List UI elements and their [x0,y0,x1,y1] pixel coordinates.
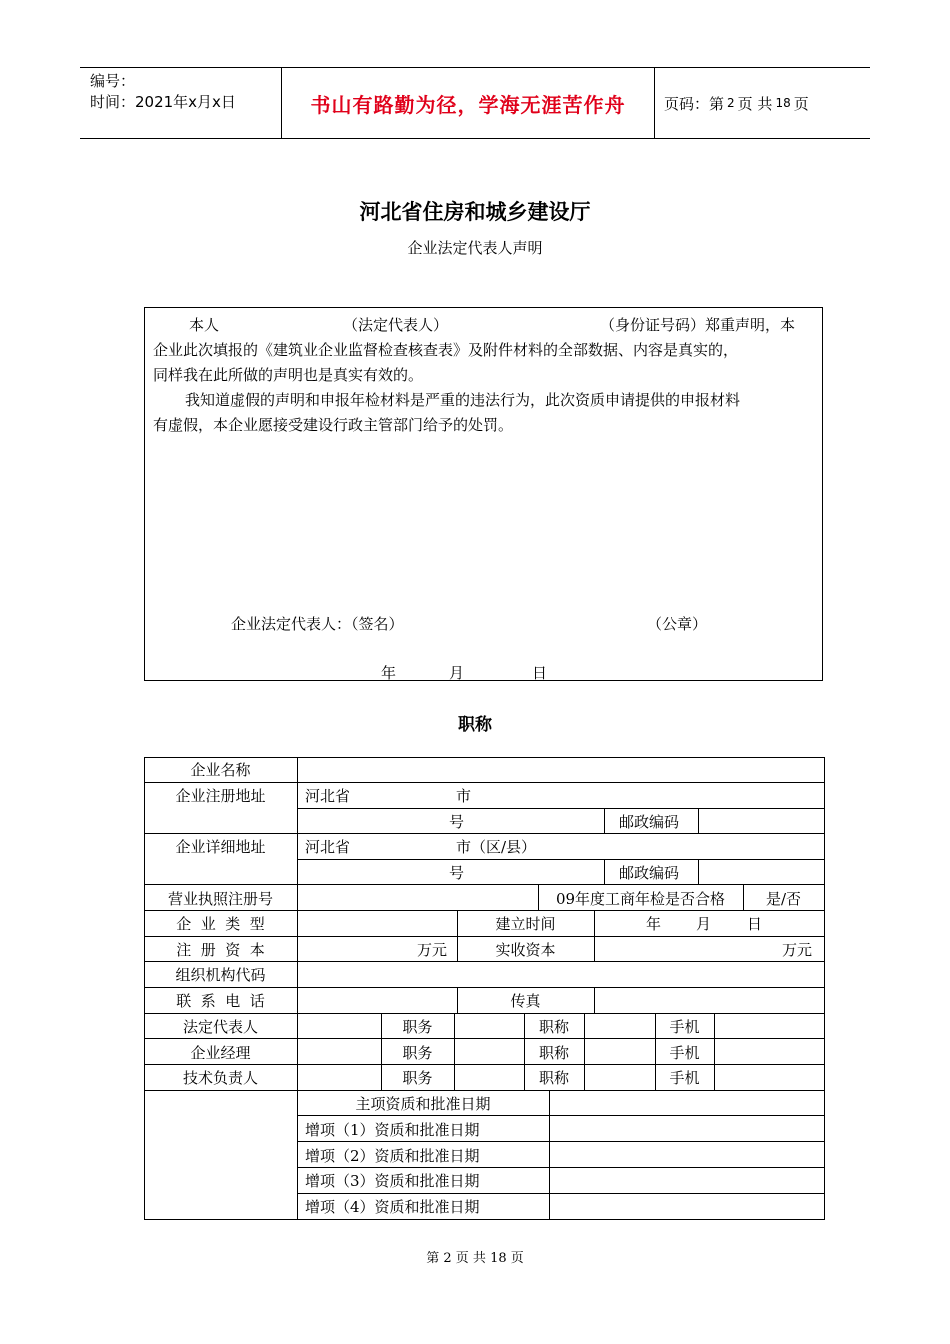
document-header [80,67,870,139]
company-info-table [144,757,825,1220]
manager-title: 职称 [538,1044,569,1062]
label-company-name: 企业名称 [190,761,251,779]
footer-prefix: 第 [426,1251,440,1266]
label-legal-rep: 法定代表人 [182,1018,258,1036]
detail-province: 河北省 [305,838,351,856]
footer-total: 18 [490,1251,507,1266]
page-footer [0,1247,950,1266]
reg-city: 市 [456,787,472,805]
legal-rep-position: 职务 [402,1018,433,1036]
decl-line1-b: （法定代表人） [343,316,449,334]
label-manager: 企业经理 [190,1044,251,1062]
label-main-qual: 主项资质和批准日期 [355,1095,491,1113]
manager-position: 职务 [402,1044,433,1062]
page-total: 18 [775,96,791,110]
sign-label: 企业法定代表人：（签名） [231,615,404,633]
date-day: 日 [532,664,548,682]
label-add-qual-1: 增项（1）资质和批准日期 [305,1121,480,1139]
section-title: 职称 [458,715,492,735]
label-reg-address: 企业注册地址 [175,787,266,805]
header-meta [80,68,281,138]
paid-capital-unit: 万元 [782,941,813,959]
label-paid-capital: 实收资本 [495,941,556,959]
header-slogan: 书山有路勤为径，学海无涯苦作舟 [281,68,655,138]
date-year: 年 [381,664,397,682]
decl-line4: 我知道虚假的声明和申报年检材料是严重的违法行为，此次资质申请提供的申报材料 [185,391,741,409]
label-add-qual-3: 增项（3）资质和批准日期 [305,1172,480,1190]
footer-mid: 页 共 [455,1251,486,1266]
page-prefix: 页码：第 [664,94,725,113]
reg-postcode-label: 邮政编码 [619,813,680,831]
legal-rep-title: 职称 [538,1018,569,1036]
page-suffix: 页 [793,94,809,113]
declaration-title: 企业法定代表人声明 [407,239,543,257]
decl-line1-c: （身份证号码）郑重声明，本 [600,316,796,334]
label-add-qual-2: 增项（2）资质和批准日期 [305,1147,480,1165]
label-add-qual-4: 增项（4）资质和批准日期 [305,1198,480,1216]
label-company-type: 企 业 类 型 [176,915,265,933]
reg-number: 号 [449,813,465,831]
tech-lead-title: 职称 [538,1069,569,1087]
decl-line3: 同样我在此所做的声明也是真实有效的。 [153,366,424,384]
declaration-box [144,307,823,681]
date-label: 时间：2021年x月x日 [90,93,236,111]
label-detail-address: 企业详细地址 [175,838,266,856]
label-license-no: 营业执照注册号 [167,890,273,908]
founded-month: 月 [696,915,712,933]
annual-check-yes-no: 是/否 [765,890,802,908]
org-title: 河北省住房和城乡建设厅 [359,200,591,224]
legal-rep-mobile: 手机 [669,1018,700,1036]
decl-line5: 有虚假，本企业愿接受建设行政主管部门给予的处罚。 [153,416,514,434]
page-mid: 页 共 [737,94,773,113]
label-annual-check: 09年度工商年检是否合格 [555,890,726,908]
detail-number: 号 [449,864,465,882]
label-founded: 建立时间 [495,915,556,933]
serial-label: 编号： [90,72,136,90]
date-month: 月 [449,664,465,682]
label-tech-lead: 技术负责人 [182,1069,258,1087]
founded-year: 年 [646,915,662,933]
label-org-code: 组织机构代码 [175,966,266,984]
label-fax: 传真 [510,992,541,1010]
detail-postcode-label: 邮政编码 [619,864,680,882]
decl-line2: 企业此次填报的《建筑业企业监督检查核查表》及附件材料的全部数据、内容是真实的， [153,341,739,359]
page-current: 2 [727,96,735,110]
header-page-number [654,68,870,138]
seal-label: （公章） [647,615,708,633]
tech-lead-mobile: 手机 [669,1069,700,1087]
footer-suffix: 页 [510,1251,524,1266]
reg-province: 河北省 [305,787,351,805]
decl-line1-a: 本人 [189,316,220,334]
label-registered-capital: 注 册 资 本 [176,941,265,959]
tech-lead-position: 职务 [402,1069,433,1087]
founded-day: 日 [747,915,763,933]
detail-city: 市（区/县） [456,838,537,856]
footer-current: 2 [443,1251,452,1266]
label-phone: 联 系 电 话 [176,992,265,1010]
registered-capital-unit: 万元 [417,941,448,959]
manager-mobile: 手机 [669,1044,700,1062]
